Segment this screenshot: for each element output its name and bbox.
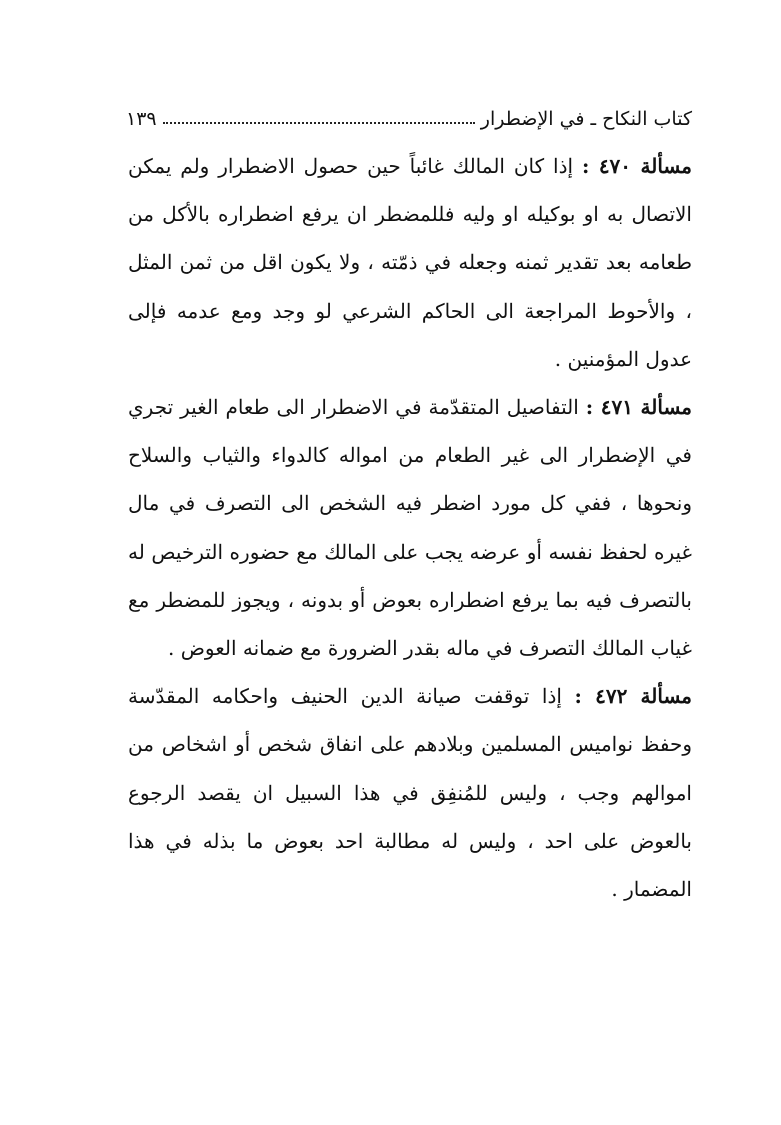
masala-471 (128, 383, 692, 672)
masala-label: مسألة ٤٧١ : (585, 395, 692, 420)
masala-472 (128, 672, 692, 913)
masala-text: التفاصيل المتقدّمة في الاضطرار الى طعام الغير تجري في الإضطرار الى غير الطعام من امواله كالدواء والثياب والسلاح ونحوها ، ففي كل مورد اضطر فيه الشخص الى التصرف في مال غيره لحفظ نفسه أو عرضه يجب على المالك مع حضوره الترخيص له بالتصرف فيه بما يرفع اضطراره بعوض أو بدونه ، ويجوز للمضطر مع غياب المالك التصرف في ماله بقدر الضرورة مع ضمانه العوض . (128, 395, 692, 661)
masala-label: مسألة ٤٧٢ : (574, 684, 693, 709)
running-title: كتاب النكاح ـ في الإضطرار (480, 108, 692, 130)
dotted-leader (163, 122, 475, 124)
page-number: ١٣٩ (126, 108, 157, 130)
body-text (128, 142, 692, 913)
masala-label: مسألة ٤٧٠ : (581, 154, 692, 178)
masala-470 (128, 142, 692, 383)
page-header (126, 100, 692, 130)
masala-text: إذا توقفت صيانة الدين الحنيف واحكامه المقدّسة وحفظ نواميس المسلمين وبلادهم على انفاق شخص أو اشخاص من اموالهم وجب ، وليس للمُنفِق في هذا السبيل ان يقصد الرجوع بالعوض على احد ، وليس له مطالبة احد بعوض ما بذله في هذا المضمار . (128, 684, 692, 902)
masala-text: إذا كان المالك غائباً حين حصول الاضطرار ولم يمكن الاتصال به او بوكيله او وليه فللمضطر ان يرفع اضطراره بالأكل من طعامه بعد تقدير ثمنه وجعله في ذمّته ، ولا يكون اقل من ثمن المثل ، والأحوط المراجعة الى الحاكم الشرعي لو وجد ومع عدمه فإلى عدول المؤمنين . (128, 154, 692, 371)
